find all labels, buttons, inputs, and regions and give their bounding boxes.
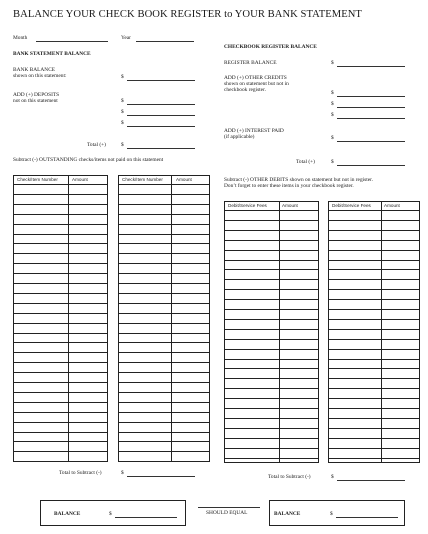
total-subtract-dollar: $ — [121, 470, 124, 476]
deposit-dollar: $ — [121, 98, 124, 104]
should-equal-rule — [198, 507, 260, 508]
checkbook-register-heading: CHECKBOOK REGISTER BALANCE — [224, 44, 317, 50]
deposits-label: ADD (+) DEPOSITS — [13, 92, 60, 98]
checkbook-total-field[interactable] — [337, 165, 405, 166]
table-header-check-number: Check/Item Number — [122, 177, 163, 182]
total-subtract-label: Total to Subtract (-) — [59, 470, 102, 476]
bank-balance-label: BANK BALANCE — [13, 67, 56, 73]
total-subtract-dollar: $ — [331, 474, 334, 480]
balance-label: BALANCE — [54, 511, 81, 517]
deposit-field[interactable] — [127, 115, 195, 116]
table-row[interactable] — [119, 451, 209, 462]
other-debits-sublabel: Don’t forget to enter these items in your checkbook register. — [224, 183, 354, 189]
balance-field[interactable] — [336, 517, 398, 518]
interest-dollar: $ — [331, 135, 334, 141]
bank-balance-box — [40, 500, 186, 526]
bank-balance-dollar: $ — [121, 74, 124, 80]
register-balance-label: REGISTER BALANCE — [224, 60, 277, 66]
bank-balance-sublabel: shown on this statement: — [13, 73, 67, 79]
table-header-amount: Amount — [176, 177, 192, 182]
should-equal-label: SHOULD EQUAL — [206, 510, 248, 516]
balance-label: BALANCE — [274, 511, 301, 517]
checkbook-balance-box — [269, 500, 405, 526]
other-debits-table-left — [224, 201, 319, 463]
other-credits-sublabel: shown on statement but not in — [224, 81, 289, 87]
balance-dollar: $ — [109, 511, 112, 517]
table-header-amount: Amount — [282, 203, 298, 208]
checkbook-total-dollar: $ — [331, 159, 334, 165]
interest-label: ADD (+) INTEREST PAID — [224, 128, 284, 134]
month-field[interactable] — [36, 41, 108, 42]
year-label: Year — [121, 35, 131, 41]
deposit-dollar: $ — [121, 120, 124, 126]
bank-total-dollar: $ — [121, 142, 124, 148]
credit-field[interactable] — [337, 96, 405, 97]
bank-statement-heading: BANK STATEMENT BALANCE — [13, 51, 91, 57]
register-balance-field[interactable] — [337, 66, 405, 67]
deposit-field[interactable] — [127, 104, 195, 105]
total-subtract-field[interactable] — [127, 476, 195, 477]
table-header-amount: Amount — [384, 203, 400, 208]
page-title: BALANCE YOUR CHECK BOOK REGISTER to YOUR BANK STATEMENT — [13, 9, 362, 20]
bank-total-field[interactable] — [127, 148, 195, 149]
bank-total-label: Total (+) — [87, 142, 106, 148]
other-credits-label: ADD (+) OTHER CREDITS — [224, 75, 287, 81]
total-subtract-label: Total to Subtract (-) — [268, 474, 311, 480]
balance-field[interactable] — [115, 517, 177, 518]
total-subtract-field[interactable] — [337, 480, 405, 481]
checkbook-total-label: Total (+) — [296, 159, 315, 165]
credit-field[interactable] — [337, 118, 405, 119]
table-row[interactable] — [14, 451, 107, 462]
month-label: Month — [13, 35, 28, 41]
table-header-amount: Amount — [72, 177, 88, 182]
year-field[interactable] — [136, 41, 194, 42]
other-debits-label: Subtract (-) OTHER DEBITS shown on statement but not in register. — [224, 177, 373, 183]
deposits-sublabel: not on this statement — [13, 98, 58, 104]
bank-balance-field[interactable] — [127, 80, 195, 81]
register-balance-dollar: $ — [331, 60, 334, 66]
table-header-check-number: Check/Item Number — [17, 177, 58, 182]
outstanding-checks-table-left — [13, 175, 108, 462]
table-header-debit-fees: Debit/Service Fees — [228, 203, 267, 208]
credit-field[interactable] — [337, 107, 405, 108]
outstanding-label: Subtract (-) OUTSTANDING checks/items not paid on this statement — [13, 157, 164, 163]
table-header-debit-fees: Debit/Service Fees — [332, 203, 371, 208]
other-credits-sublabel: checkbook register. — [224, 87, 266, 93]
interest-field[interactable] — [337, 141, 405, 142]
outstanding-checks-table-right — [118, 175, 210, 462]
interest-sublabel: (if applicable) — [224, 134, 255, 140]
credit-dollar: $ — [331, 112, 334, 118]
table-row[interactable] — [225, 458, 318, 469]
other-debits-table-right — [328, 201, 420, 463]
credit-dollar: $ — [331, 101, 334, 107]
credit-dollar: $ — [331, 90, 334, 96]
deposit-field[interactable] — [127, 126, 195, 127]
table-row[interactable] — [329, 458, 419, 469]
balance-dollar: $ — [330, 511, 333, 517]
deposit-dollar: $ — [121, 109, 124, 115]
